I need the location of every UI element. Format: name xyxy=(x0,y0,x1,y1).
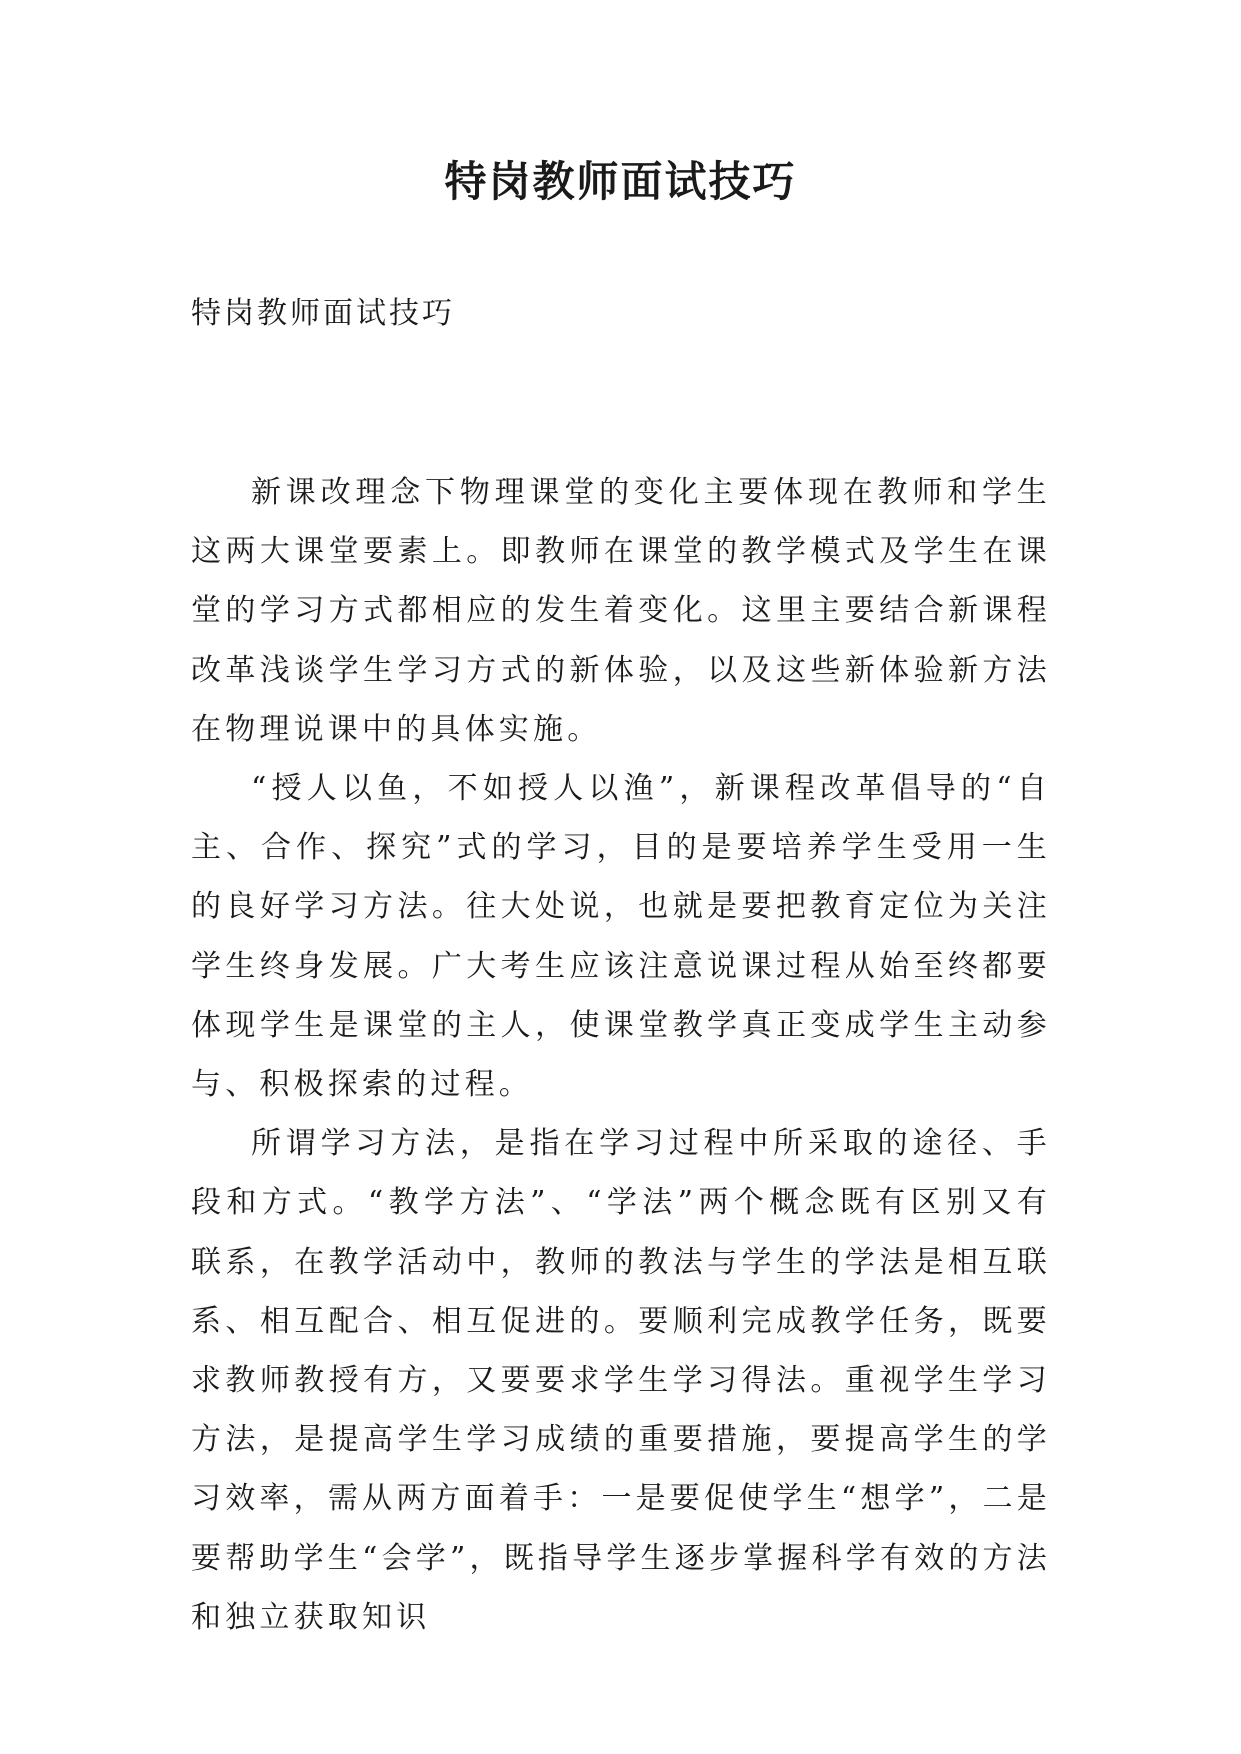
document-body xyxy=(191,463,1051,1647)
paragraph-3: 所谓学习方法，是指在学习过程中所采取的途径、手段和方式。“教学方法”、“学法”两个概念既有区别又有联系，在教学活动中，教师的教法与学生的学法是相互联系、相互配合、相互促进的。要顺利完成教学任务，既要求教师教授有方，又要要求学生学习得法。重视学生学习方法，是提高学生学习成绩的重要措施，要提高学生的学习效率，需从两方面着手：一是要促使学生“想学”，二是要帮助学生“会学”，既指导学生逐步掌握科学有效的方法和独立获取知识 xyxy=(191,1126,1052,1635)
document-title: 特岗教师面试技巧 xyxy=(444,157,797,206)
paragraph-2: “授人以鱼，不如授人以渔”，新课程改革倡导的“自主、合作、探究”式的学习，目的是要培养学生受用一生的良好学习方法。往大处说，也就是要把教育定位为关注学生终身发展。广大考生应该注意说课过程从始至终都要体现学生是课堂的主人，使课堂教学真正变成学生主动参与、积极探索的过程。 xyxy=(191,771,1051,1103)
document-subtitle: 特岗教师面试技巧 xyxy=(191,296,455,331)
paragraph-1: 新课改理念下物理课堂的变化主要体现在教师和学生这两大课堂要素上。即教师在课堂的教学模式及学生在课堂的学习方式都相应的发生着变化。这里主要结合新课程改革浅谈学生学习方式的新体验，以及这些新体验新方法在物理说课中的具体实施。 xyxy=(191,475,1051,747)
